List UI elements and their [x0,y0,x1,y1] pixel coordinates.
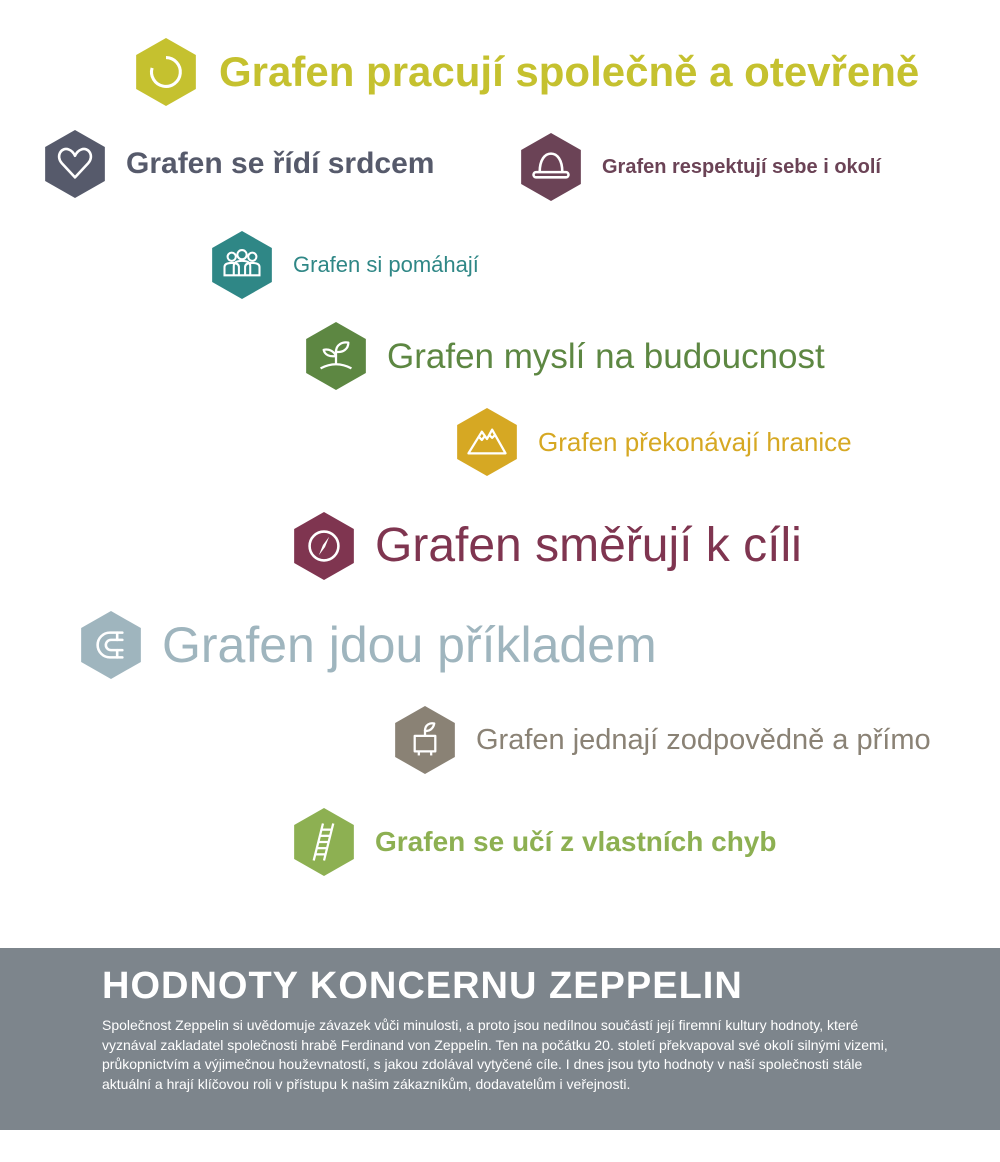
value-label: Grafen myslí na budoucnost [387,336,825,376]
value-label: Grafen si pomáhají [293,252,479,277]
heart-icon [44,129,106,199]
magnet-icon [80,610,142,680]
value-respect [520,132,881,202]
footer-text: Společnost Zeppelin si uvědomuje závazek vůči minulosti, a proto jsou nedílnou součástí její firemní kultury hodnoty, které vyznával zakladatel společnosti hrabě Ferdinand von Zeppelin. Ten na počátku 20. století překvapoval své okolí silnými vizemi, průkopnictvím a výjimečnou houževnatostí, s jakou zdolával vytyčené cíle. I dnes jsou tyto hodnoty v naší společnosti stále aktuální a hrají klíčovou roli v přístupu k našim zákazníkům, dodavatelům i veřejnosti. [102,1017,888,1092]
value-collaboration [135,37,919,107]
value-boundaries [456,407,852,477]
ring-icon [135,37,197,107]
value-label: Grafen jdou příkladem [162,617,657,673]
value-learning [293,807,776,877]
footer-panel [0,948,1000,1130]
value-label: Grafen respektují sebe i okolí [602,156,881,178]
hat-icon [520,132,582,202]
people-icon [211,230,273,300]
value-label: Grafen pracují společně a otevřeně [219,48,920,95]
value-future [305,321,825,391]
value-responsibility [394,705,931,775]
value-example [80,610,657,680]
value-label: Grafen se učí z vlastních chyb [375,826,777,857]
value-label: Grafen se řídí srdcem [126,147,435,180]
mountain-icon [456,407,518,477]
value-label: Grafen překonávají hranice [538,427,852,457]
apple-box-icon [394,705,456,775]
value-label: Grafen směřují k cíli [375,519,802,572]
value-label: Grafen jednají zodpovědně a přímo [476,723,931,756]
footer-title: HODNOTY KONCERNU ZEPPELIN [102,965,743,1007]
value-goals [293,511,802,581]
ladder-icon [293,807,355,877]
value-helping [211,230,479,300]
sprout-icon [305,321,367,391]
compass-icon [293,511,355,581]
value-heart [44,129,434,199]
